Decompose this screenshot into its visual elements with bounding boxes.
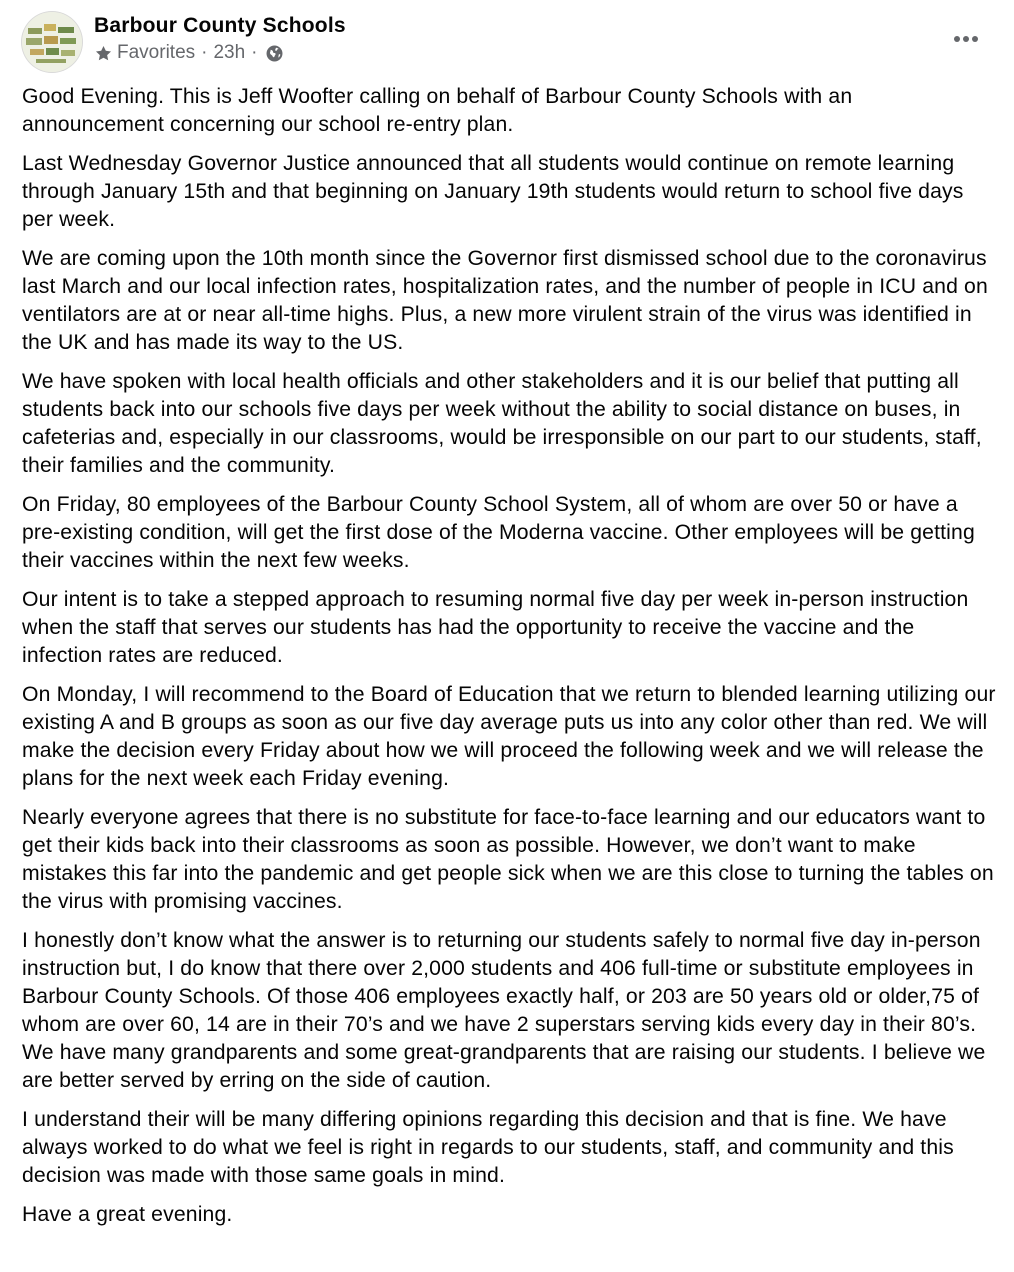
post-header [22,10,992,74]
post-paragraph: Have a great evening. [22,1203,233,1226]
post-paragraph: Last Wednesday Governor Justice announced that all students would continue on remote learning through January 15th and that beginning on January 19th students would return to school five days per week. [22,152,964,231]
avatar-image [22,12,82,72]
audience-label[interactable]: Favorites [117,42,196,63]
meta-separator: · [201,42,208,63]
page-avatar[interactable] [22,12,82,72]
post-paragraph: On Friday, 80 employees of the Barbour County School System, all of whom are over 50 or have a pre-existing condition, will get the first dose of the Moderna vaccine. Other employees will be getting their vaccines within the next few weeks. [22,493,975,572]
post-meta [94,41,283,65]
page-name-link[interactable]: Barbour County Schools [94,14,346,37]
post-paragraph: I honestly don’t know what the answer is to returning our students safely to normal five day in-person instruction but, I do know that there over 2,000 students and 406 full-time or substitute employees in Barbour County Schools. Of those 406 employees exactly half, or 203 are 50 years old or older,75 of whom are over 60, 14 are in their 70’s and we have 2 superstars serving kids every day in their 80’s. [22,929,981,1036]
post-paragraph: We have many grandparents and some great-grandparents that are raising our students. I believe we are better served by erring on the side of caution. [22,1041,986,1092]
globe-icon[interactable] [266,45,283,62]
post-options-button[interactable] [944,24,988,54]
more-horizontal-icon [953,30,979,48]
post-paragraph: Nearly everyone agrees that there is no substitute for face-to-face learning and our educators want to get their kids back into their classrooms as soon as possible. However, we don’t want to make mistakes this far into the pandemic and get people sick when we are this close to turning the tables on the virus with promising vaccines. [22,806,994,913]
post-paragraph: On Monday, I will recommend to the Board of Education that we return to blended learning utilizing our existing A and B groups as soon as our five day average puts us into any color other than red. We will make the decision every Friday about how we will proceed the following week and we will release the plans for the next week each Friday evening. [22,683,996,790]
post-paragraph: We are coming upon the 10th month since the Governor first dismissed school due to the coronavirus last March and our local infection rates, hospitalization rates, and the number of people in ICU and on ventilators are at or near all-time highs. Plus, a new more virulent strain of the virus was identified in the UK and has made its way to the US. [22,247,988,354]
meta-separator: · [251,42,258,63]
post-paragraph: I understand their will be many differing opinions regarding this decision and that is fine. We have always worked to do what we feel is right in regards to our students, staff, and community and this decision was made with those same goals in mind. [22,1108,954,1187]
post-timestamp[interactable]: 23h [213,42,246,63]
post-message [22,83,997,1240]
post-paragraph: We have spoken with local health officials and other stakeholders and it is our belief that putting all students back into our schools five days per week without the ability to social distance on buses, in cafeterias and, especially in our classrooms, would be irresponsible on our part to our students, staff, their families and the community. [22,370,982,477]
star-icon [94,44,113,63]
post-paragraph: Our intent is to take a stepped approach to resuming normal five day per week in-person instruction when the staff that serves our students has had the opportunity to receive the vaccine and the infection rates are reduced. [22,588,969,667]
post-paragraph: Good Evening. This is Jeff Woofter calling on behalf of Barbour County Schools with an announcement concerning our school re-entry plan. [22,85,853,136]
